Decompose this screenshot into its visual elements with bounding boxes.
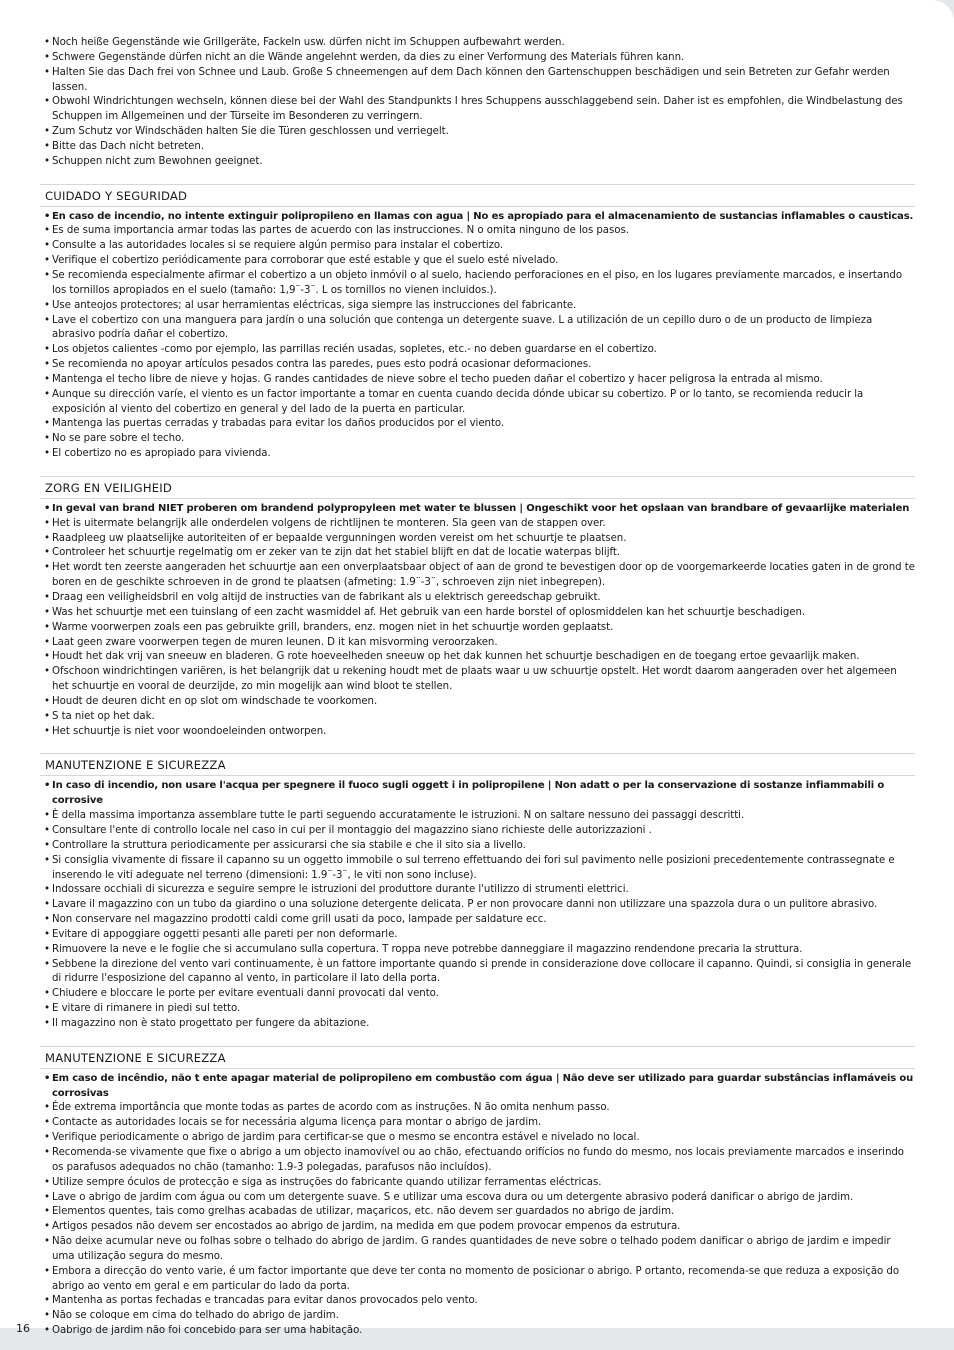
list-item bbox=[40, 591, 915, 606]
section-list bbox=[40, 779, 915, 1031]
safety-section bbox=[40, 476, 915, 740]
list-item-text: Aunque su dirección varíe, el viento es un factor importante a tomar en cuenta cuando decida dónde ubicar su cobertizo. P or lo tanto, se recomienda reducir la exposición al viento del cobertizo en general y del lado de la puerta en particular. bbox=[52, 388, 864, 415]
list-item-text: Il magazzino non è stato progettato per fungere da abitazione. bbox=[52, 1017, 370, 1029]
list-item-text: Bitte das Dach nicht betreten. bbox=[52, 140, 204, 152]
list-item-text: Use anteojos protectores; al usar herramientas eléctricas, siga siempre las instrucciones del fabricante. bbox=[52, 299, 577, 311]
list-item-text: Sebbene la direzione del vento vari continuamente, è un fattore importante quando si prende in considerazione dove collocare il capanno. Quindi, si consiglia in generale di ridurre l'esposizione del capanno al vento, in particolare il lato della porta. bbox=[52, 958, 912, 985]
list-item bbox=[40, 36, 915, 51]
list-item-text: Rimuovere la neve e le foglie che si accumulano sulla copertura. T roppa neve potrebbe danneggiare il magazzino rendendone precaria la struttura. bbox=[52, 943, 803, 955]
list-item bbox=[40, 388, 915, 418]
list-item bbox=[40, 239, 915, 254]
list-item-text: Evitare di appoggiare oggetti pesanti alle pareti per non deformarle. bbox=[52, 928, 398, 940]
list-item-text: Zum Schutz vor Windschäden halten Sie die Türen geschlossen und verriegelt. bbox=[52, 126, 449, 138]
list-item bbox=[40, 417, 915, 432]
list-item bbox=[40, 373, 915, 388]
list-item bbox=[40, 299, 915, 314]
list-item-text: Chiudere e bloccare le porte per evitare eventuali danni provocati dal vento. bbox=[52, 988, 439, 1000]
section-list bbox=[40, 1072, 915, 1339]
list-item-text: No se pare sobre el techo. bbox=[52, 433, 185, 445]
list-item bbox=[40, 636, 915, 651]
list-item-text: Se recomienda no apoyar artículos pesados contra las paredes, pues esto podrá ocasionar deformaciones. bbox=[52, 359, 592, 371]
list-item bbox=[40, 561, 915, 591]
list-item bbox=[40, 898, 915, 913]
list-item bbox=[40, 517, 915, 532]
section-list bbox=[40, 502, 915, 740]
list-item-text: Het is uitermate belangrijk alle onderdelen volgens de richtlijnen te monteren. Sla geen van de stappen over. bbox=[52, 517, 606, 529]
warning-item bbox=[40, 1072, 915, 1102]
list-item-text: Indossare occhiali di sicurezza e seguire sempre le istruzioni del produttore durante l'utilizzo di strumenti elettrici. bbox=[52, 884, 629, 896]
list-item bbox=[40, 432, 915, 447]
list-item bbox=[40, 546, 915, 561]
list-item-text: Lave o abrigo de jardim com água ou com um detergente suave. S e utilizar uma escova dura ou um detergente abrasivo poderá danificar o abrigo de jardim. bbox=[52, 1191, 854, 1203]
list-item-text: Laat geen zware voorwerpen tegen de muren leunen. D it kan misvorming veroorzaken. bbox=[52, 636, 498, 648]
list-item bbox=[40, 854, 915, 884]
list-item bbox=[40, 695, 915, 710]
list-item-text: Houdt het dak vrij van sneeuw en bladeren. G rote hoeveelheden sneeuw op het dak kunnen het schuurtje beschadigen en de toegang ertoe gevaarlijk maken. bbox=[52, 651, 860, 663]
warning-text: En caso de incendio, no intente extinguir polipropileno en llamas con agua | No es apropiado para el almacenamiento de sustancias inflamables o causticas. bbox=[52, 210, 914, 222]
list-item bbox=[40, 943, 915, 958]
list-item bbox=[40, 532, 915, 547]
list-item bbox=[40, 125, 915, 140]
list-item bbox=[40, 66, 915, 96]
list-item bbox=[40, 314, 915, 344]
list-item bbox=[40, 883, 915, 898]
list-item-text: Was het schuurtje met een tuinslang of een zacht wasmiddel af. Het gebruik van een harde borstel of oplosmiddelen kan het schuurtje beschadigen. bbox=[52, 606, 806, 618]
warning-text: In geval van brand NIET proberen om brandend polypropyleen met water te blussen | Ongeschikt voor het opslaan van brandbare of gevaarlijke materialen bbox=[52, 502, 910, 514]
list-item-text: Draag een veiligheidsbril en volg altijd de instructies van de fabrikant als u elektrisch gereedschap gebruikt. bbox=[52, 592, 601, 603]
list-item-text: Controleer het schuurtje regelmatig om er zeker van te zijn dat het stabiel blijft en dat de locatie waterpas blijft. bbox=[52, 547, 620, 559]
list-item bbox=[40, 1176, 915, 1191]
list-item-text: Lave el cobertizo con una manguera para jardín o una solución que contenga un detergente suave. L a utilización de un cepillo duro o de un producto de limpieza abrasivo podría dañar el cobertizo. bbox=[52, 314, 873, 341]
list-item bbox=[40, 621, 915, 636]
list-item-text: Consultare l'ente di controllo locale nel caso in cui per il montaggio del magazzino siano richieste delle autorizzazioni . bbox=[52, 824, 652, 836]
list-item-text: Embora a direcção do vento varie, é um factor importante que deve ter conta no momento de posicionar o abrigo. P ortanto, recomenda-se que reduza a exposição do abrigo ao vento em geral e em particular do lado da porta. bbox=[52, 1265, 900, 1292]
list-item-text: Não se coloque em cima do telhado do abrigo de jardim. bbox=[52, 1310, 339, 1322]
list-item bbox=[40, 343, 915, 358]
list-item-text: Artigos pesados não devem ser encostados ao abrigo de jardim, na medida em que podem provocar empenos da estrutura. bbox=[52, 1221, 681, 1233]
list-item-text: Es de suma importancia armar todas las partes de acuerdo con las instrucciones. N o omita ninguno de los pasos. bbox=[52, 225, 629, 237]
list-item bbox=[40, 254, 915, 269]
list-item bbox=[40, 1324, 915, 1339]
list-item bbox=[40, 51, 915, 66]
list-item bbox=[40, 1002, 915, 1017]
list-item bbox=[40, 95, 915, 125]
warning-text: Em caso de incêndio, não t ente apagar material de polipropileno em combustão com água | Não deve ser utilizado para guardar substâncias inflamáveis ou corrosivas bbox=[52, 1072, 914, 1099]
list-item bbox=[40, 1116, 915, 1131]
list-item-text: Raadpleeg uw plaatselijke autoriteiten of er bepaalde vergunningen worden vereist om het schuurtje te plaatsen. bbox=[52, 532, 627, 544]
list-item-text: Het wordt ten zeerste aangeraden het schuurtje aan een onverplaatsbaar object of aan de grond te bevestigen door op de voorgemarkeerde locaties gaten in de grond te boren en de geschikte schroeven in de grond te plaatsen (afmeting: 1.9¨-3¨, schroeven zijn niet inbegrepen). bbox=[52, 562, 915, 589]
list-item-text: Schwere Gegenstände dürfen nicht an die Wände angelehnt werden, da dies zu einer Verformung des Materials führen kann. bbox=[52, 51, 685, 63]
safety-section bbox=[40, 184, 915, 462]
list-item bbox=[40, 824, 915, 839]
warning-item bbox=[40, 779, 915, 809]
warning-item bbox=[40, 502, 915, 517]
warning-text: In caso di incendio, non usare l'acqua per spegnere il fuoco sugli oggett i in polipropilene | Non adatt o per la conservazione di sostanze infiammabili o corrosive bbox=[52, 780, 885, 807]
list-item bbox=[40, 1191, 915, 1206]
list-item-text: Oabrigo de jardim não foi concebido para ser uma habitação. bbox=[52, 1325, 363, 1337]
list-item-text: Lavare il magazzino con un tubo da giardino o una soluzione detergente delicata. P er non provocare danni non utilizzare una spazzola dura o un pulitore abrasivo. bbox=[52, 899, 878, 911]
list-item bbox=[40, 358, 915, 373]
list-item bbox=[40, 928, 915, 943]
section-title: MANUTENZIONE E SICUREZZA bbox=[40, 1046, 915, 1069]
list-item-text: Mantenha as portas fechadas e trancadas para evitar danos provocados pelo vento. bbox=[52, 1295, 478, 1307]
list-item-text: Halten Sie das Dach frei von Schnee und Laub. Große S chneemengen auf dem Dach können den Gartenschuppen beschädigen und sein Betreten zur Gefahr werden lassen. bbox=[52, 66, 890, 93]
list-item bbox=[40, 650, 915, 665]
intro-list bbox=[40, 36, 915, 170]
list-item bbox=[40, 958, 915, 988]
list-item-text: Utilize sempre óculos de protecção e siga as instruções do fabricante quando utilizar ferramentas eléctricas. bbox=[52, 1176, 602, 1188]
list-item-text: Verifique el cobertizo periódicamente para corroborar que esté estable y que el suelo esté nivelado. bbox=[52, 255, 559, 267]
warning-item bbox=[40, 210, 915, 225]
list-item-text: Ofschoon windrichtingen variëren, is het belangrijk dat u rekening houdt met de plaats waar u uw schuurtje opstelt. Het wordt daarom aangeraden over het algemeen het schuurtje en vooral de deurzijde, zo min mogelijk aan wind bloot te stellen. bbox=[52, 666, 897, 693]
list-item-text: Non conservare nel magazzino prodotti caldi come grill usati da poco, lampade per saldature ecc. bbox=[52, 914, 547, 926]
page-number: 16 bbox=[16, 1322, 30, 1335]
section-list bbox=[40, 210, 915, 462]
list-item bbox=[40, 1205, 915, 1220]
list-item bbox=[40, 913, 915, 928]
section-title: CUIDADO Y SEGURIDAD bbox=[40, 184, 915, 207]
list-item-text: E vitare di rimanere in piedi sul tetto. bbox=[52, 1003, 241, 1015]
list-item bbox=[40, 710, 915, 725]
sections-container bbox=[40, 184, 915, 1339]
list-item-text: Éde extrema importância que monte todas as partes de acordo com as instruções. N ão omita nenhum passo. bbox=[52, 1102, 610, 1114]
list-item bbox=[40, 1294, 915, 1309]
list-item-text: Consulte a las autoridades locales si se requiere algún permiso para instalar el cobertizo. bbox=[52, 240, 504, 252]
list-item bbox=[40, 1017, 915, 1032]
list-item-text: Se recomienda especialmente afirmar el cobertizo a un objeto inmóvil o al suelo, haciendo perforaciones en el piso, en los lugares previamente marcados, e insertando los tornillos apropiados en el suelo (tamaño: 1,9¨-3¨. L os tornillos no vienen incluidos.). bbox=[52, 269, 903, 296]
list-item bbox=[40, 1309, 915, 1324]
list-item-text: Elementos quentes, tais como grelhas acabadas de utilizar, maçaricos, etc. não devem ser guardados no abrigo de jardim. bbox=[52, 1206, 675, 1218]
list-item-text: Warme voorwerpen zoals een pas gebruikte grill, branders, enz. mogen niet in het schuurtje worden geplaatst. bbox=[52, 621, 614, 633]
list-item-text: Schuppen nicht zum Bewohnen geeignet. bbox=[52, 155, 263, 167]
list-item-text: S ta niet op het dak. bbox=[52, 710, 155, 722]
list-item-text: Het schuurtje is niet voor woondoeleinden ontworpen. bbox=[52, 725, 327, 737]
list-item bbox=[40, 1101, 915, 1116]
list-item-text: Mantenga el techo libre de nieve y hojas. G randes cantidades de nieve sobre el techo pueden dañar el cobertizo y hacer peligrosa la entrada al mismo. bbox=[52, 373, 823, 385]
list-item-text: Verifique periodicamente o abrigo de jardim para certificar-se que o mesmo se encontra estável e nivelado no local. bbox=[52, 1132, 640, 1144]
list-item-text: Mantenga las puertas cerradas y trabadas para evitar los daños producidos por el viento. bbox=[52, 418, 505, 430]
list-item bbox=[40, 987, 915, 1002]
list-item-text: Não deixe acumular neve ou folhas sobre o telhado do abrigo de jardim. G randes quantidades de neve sobre o telhado podem danificar o abrigo de jardim e impedir uma utilização segura do mesmo. bbox=[52, 1236, 891, 1262]
list-item bbox=[40, 1265, 915, 1295]
list-item bbox=[40, 606, 915, 621]
list-item bbox=[40, 1131, 915, 1146]
list-item bbox=[40, 447, 915, 462]
section-title: ZORG EN VEILIGHEID bbox=[40, 476, 915, 499]
list-item bbox=[40, 224, 915, 239]
list-item-text: Contacte as autoridades locais se for necessária alguma licença para montar o abrigo de jardim. bbox=[52, 1117, 542, 1129]
list-item-text: Recomenda-se vivamente que fixe o abrigo a um objecto inamovível ou ao chão, efectuando orifícios no fundo do mesmo, nos locais previamente marcados e inserindo os parafusos adequados no chão (tamanho: 1.9-3 polegadas, parafusos não incluídos). bbox=[52, 1147, 904, 1173]
list-item-text: Controllare la struttura periodicamente per assicurarsi che sia stabile e che il sito sia a livello. bbox=[52, 839, 526, 851]
list-item-text: È della massima importanza assemblare tutte le parti seguendo accuratamente le istruzioni. N on saltare nessuno dei passaggi descritti. bbox=[52, 810, 745, 822]
list-item-text: El cobertizo no es apropiado para vivienda. bbox=[52, 448, 271, 460]
list-item bbox=[40, 839, 915, 854]
list-item bbox=[40, 1235, 915, 1265]
list-item bbox=[40, 665, 915, 695]
list-item bbox=[40, 725, 915, 740]
list-item-text: Si consiglia vivamente di fissare il capanno su un oggetto immobile o sul terreno effettuando dei fori sul pavimento nelle posizioni precedentemente contrassegnate e inserendo le viti adeguate nel terreno (dimensioni: 1.9¨-3¨, le viti non sono incluse). bbox=[52, 854, 895, 881]
list-item-text: Houdt de deuren dicht en op slot om windschade te voorkomen. bbox=[52, 695, 378, 707]
safety-section bbox=[40, 1046, 915, 1339]
list-item bbox=[40, 140, 915, 155]
list-item bbox=[40, 1220, 915, 1235]
list-item bbox=[40, 809, 915, 824]
section-title: MANUTENZIONE E SICUREZZA bbox=[40, 753, 915, 776]
page-content bbox=[40, 36, 915, 1339]
list-item bbox=[40, 155, 915, 170]
safety-section bbox=[40, 753, 915, 1031]
list-item-text: Los objetos calientes -como por ejemplo, las parrillas recién usadas, sopletes, etc.- no deben guardarse en el cobertizo. bbox=[52, 344, 657, 356]
list-item bbox=[40, 1146, 915, 1176]
list-item bbox=[40, 269, 915, 299]
list-item-text: Noch heiße Gegenstände wie Grillgeräte, Fackeln usw. dürfen nicht im Schuppen aufbewahrt werden. bbox=[52, 37, 565, 48]
list-item-text: Obwohl Windrichtungen wechseln, können diese bei der Wahl des Standpunkts I hres Schuppens ausschlaggebend sein. Daher ist es empfohlen, die Windbelastung des Schuppen im Allgemeinen und der Türseite im Besonderen zu verringern. bbox=[52, 96, 903, 123]
